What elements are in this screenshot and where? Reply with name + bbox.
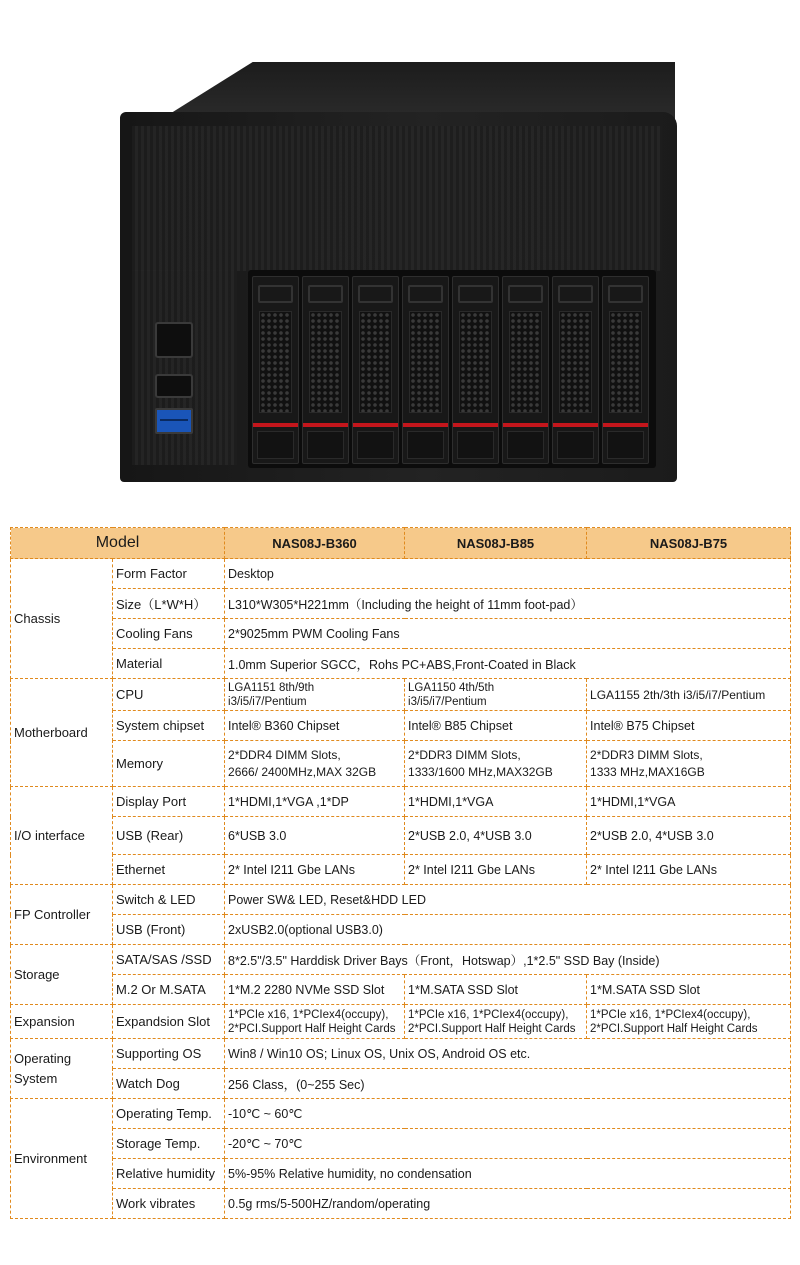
cell-value: 2* Intel I211 Gbe LANs (225, 855, 405, 885)
cell-value (405, 1005, 587, 1039)
drive-bay (502, 276, 549, 464)
table-row (11, 817, 791, 855)
table-row (11, 619, 791, 649)
cell-line: i3/i5/i7/Pentium (408, 695, 487, 708)
table-row (11, 649, 791, 679)
table-row (11, 1039, 791, 1069)
group-label: Motherboard (11, 679, 113, 787)
cell-line: 1*PCIe x16, 1*PCIex4(occupy), (590, 1008, 751, 1021)
row-label: USB (Front) (113, 915, 225, 945)
row-label: Operating Temp. (113, 1099, 225, 1129)
cell-value: 1*M.2 2280 NVMe SSD Slot (225, 975, 405, 1005)
cell-line: LGA1150 4th/5th (408, 681, 495, 694)
group-label: FP Controller (11, 885, 113, 945)
cell-line: 2666/ 2400MHz,MAX 32GB (228, 764, 377, 779)
cell-value (587, 741, 791, 787)
cell-value: 2*9025mm PWM Cooling Fans (225, 619, 791, 649)
row-label: Watch Dog (113, 1069, 225, 1099)
row-label: Work vibrates (113, 1189, 225, 1219)
group-label: Operating System (11, 1039, 113, 1099)
cell-value (587, 1005, 791, 1039)
nas-chassis (120, 112, 677, 482)
drive-bay (602, 276, 649, 464)
cell-value: L310*W305*H221mm（Including the height of 11mm foot-pad） (225, 589, 791, 619)
product-photo (0, 0, 800, 500)
cell-line: 2*PCI.Support Half Height Cards (408, 1022, 576, 1035)
cell-value (225, 741, 405, 787)
power-button-icon (155, 322, 193, 358)
table-row (11, 945, 791, 975)
spec-table (10, 527, 791, 1219)
cell-value: 0.5g rms/5-500HZ/random/operating (225, 1189, 791, 1219)
row-label: USB (Rear) (113, 817, 225, 855)
table-row (11, 855, 791, 885)
cell-value (225, 1005, 405, 1039)
row-label: Ethernet (113, 855, 225, 885)
group-label: Storage (11, 945, 113, 1005)
cell-value: 256 Class，(0~255 Sec) (225, 1069, 791, 1099)
cell-value (225, 679, 405, 711)
table-row (11, 679, 791, 711)
product-header: NAS08J-B360 (225, 528, 405, 559)
table-row (11, 1159, 791, 1189)
group-label: Chassis (11, 559, 113, 679)
row-label: Memory (113, 741, 225, 787)
table-row (11, 1129, 791, 1159)
group-label: Expansion (11, 1005, 113, 1039)
group-label: I/O interface (11, 787, 113, 885)
cell-value: 1*M.SATA SSD Slot (405, 975, 587, 1005)
table-row (11, 915, 791, 945)
drive-bay (552, 276, 599, 464)
product-header: NAS08J-B85 (405, 528, 587, 559)
cell-line: 2*PCI.Support Half Height Cards (228, 1022, 396, 1035)
cell-value: Intel® B85 Chipset (405, 711, 587, 741)
drive-bay-frame (248, 270, 656, 468)
drive-bay (252, 276, 299, 464)
cell-line: 1*PCIe x16, 1*PCIex4(occupy), (228, 1008, 389, 1021)
cell-value: Power SW& LED, Reset&HDD LED (225, 885, 791, 915)
table-row (11, 885, 791, 915)
cell-value: Intel® B360 Chipset (225, 711, 405, 741)
table-header-row (11, 528, 791, 559)
cell-line: 2*DDR3 DIMM Slots, (590, 747, 703, 762)
side-vent-stripes (132, 270, 237, 465)
table-row (11, 787, 791, 817)
product-header: NAS08J-B75 (587, 528, 791, 559)
row-label: CPU (113, 679, 225, 711)
row-label: System chipset (113, 711, 225, 741)
row-label: M.2 Or M.SATA (113, 975, 225, 1005)
row-label: SATA/SAS /SSD (113, 945, 225, 975)
cell-line: 2*DDR3 DIMM Slots, (408, 747, 521, 762)
front-vent-stripes (132, 126, 662, 271)
cell-value: -20℃ ~ 70℃ (225, 1129, 791, 1159)
table-row (11, 741, 791, 787)
row-label: Storage Temp. (113, 1129, 225, 1159)
cell-value: 2* Intel I211 Gbe LANs (587, 855, 791, 885)
row-label: Material (113, 649, 225, 679)
cell-value: 6*USB 3.0 (225, 817, 405, 855)
cell-value: 1*M.SATA SSD Slot (587, 975, 791, 1005)
group-label: Environment (11, 1099, 113, 1219)
cell-value: Desktop (225, 559, 791, 589)
table-row (11, 711, 791, 741)
drive-bay (402, 276, 449, 464)
cell-value: 1*HDMI,1*VGA (587, 787, 791, 817)
cell-value: 1*HDMI,1*VGA (405, 787, 587, 817)
table-row (11, 1189, 791, 1219)
cell-value: 8*2.5"/3.5" Harddisk Driver Bays（Front，Hotswap）,1*2.5" SSD Bay (Inside) (225, 945, 791, 975)
row-label: Supporting OS (113, 1039, 225, 1069)
cell-value: 5%-95% Relative humidity, no condensation (225, 1159, 791, 1189)
cell-value: 2xUSB2.0(optional USB3.0) (225, 915, 791, 945)
table-row (11, 975, 791, 1005)
row-label: Size（L*W*H） (113, 589, 225, 619)
cell-value: 2*USB 2.0, 4*USB 3.0 (587, 817, 791, 855)
cell-line: 2*PCI.Support Half Height Cards (590, 1022, 758, 1035)
cell-line: 1333/1600 MHz,MAX32GB (408, 764, 553, 779)
row-label: Cooling Fans (113, 619, 225, 649)
cell-value: 1*HDMI,1*VGA ,1*DP (225, 787, 405, 817)
cell-line: i3/i5/i7/Pentium (228, 695, 307, 708)
cell-line: 1333 MHz,MAX16GB (590, 764, 705, 779)
cell-line: 1*PCIe x16, 1*PCIex4(occupy), (408, 1008, 569, 1021)
row-label: Form Factor (113, 559, 225, 589)
cell-value: LGA1155 2th/3th i3/i5/i7/Pentium (587, 679, 791, 711)
table-row (11, 1099, 791, 1129)
cell-value: -10℃ ~ 60℃ (225, 1099, 791, 1129)
usb-port-icon (155, 408, 193, 434)
cell-line: 2*DDR4 DIMM Slots, (228, 747, 341, 762)
table-row (11, 1069, 791, 1099)
table-row (11, 559, 791, 589)
cell-line: LGA1151 8th/9th (228, 681, 315, 694)
cell-value: 2* Intel I211 Gbe LANs (405, 855, 587, 885)
reset-button-icon (155, 374, 193, 398)
drive-bay (352, 276, 399, 464)
cell-value: 2*USB 2.0, 4*USB 3.0 (405, 817, 587, 855)
row-label: Expandsion Slot (113, 1005, 225, 1039)
drive-bay (452, 276, 499, 464)
row-label: Switch & LED (113, 885, 225, 915)
table-row (11, 589, 791, 619)
row-label: Relative humidity (113, 1159, 225, 1189)
cell-value (405, 679, 587, 711)
cell-value: Win8 / Win10 OS; Linux OS, Unix OS, Android OS etc. (225, 1039, 791, 1069)
cell-value: 1.0mm Superior SGCC，Rohs PC+ABS,Front-Coated in Black (225, 649, 791, 679)
cell-value (405, 741, 587, 787)
cell-value: Intel® B75 Chipset (587, 711, 791, 741)
model-header: Model (11, 528, 225, 559)
row-label: Display Port (113, 787, 225, 817)
table-row (11, 1005, 791, 1039)
drive-bay (302, 276, 349, 464)
